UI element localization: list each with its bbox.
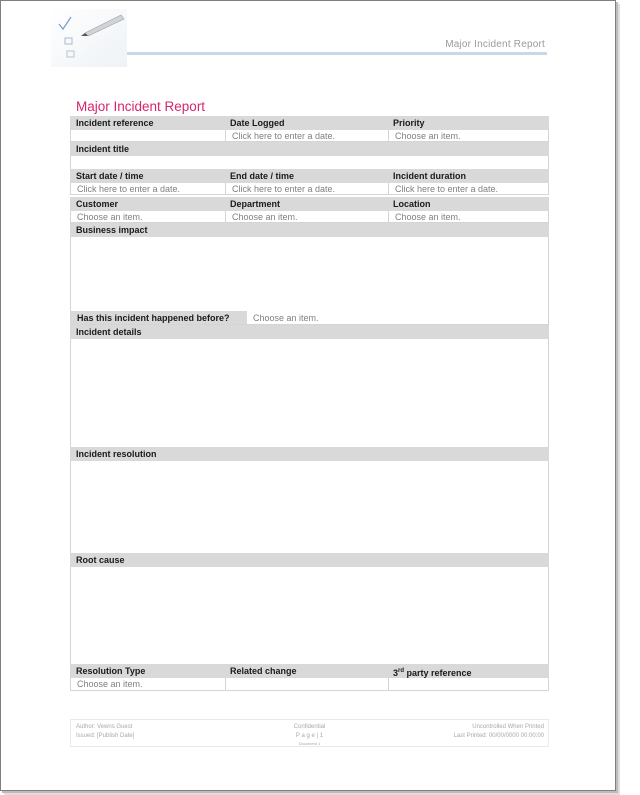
happened-before-label: Has this incident happened before?: [71, 311, 247, 324]
start-date-picker[interactable]: Click here to enter a date.: [77, 184, 181, 194]
label-row: [70, 142, 549, 156]
incident-reference-field[interactable]: [71, 130, 225, 141]
incident-resolution-label: Incident resolution: [76, 449, 157, 459]
incident-form: [70, 116, 549, 691]
department-dropdown[interactable]: Choose an item.: [225, 211, 388, 222]
priority-dropdown[interactable]: Choose an item.: [388, 130, 550, 141]
label-row: [70, 553, 549, 567]
date-logged-picker[interactable]: Click here to enter a date.: [225, 130, 388, 141]
label-row: [70, 169, 549, 183]
page-footer: [70, 719, 549, 747]
department-label: Department: [230, 199, 281, 209]
related-change-field[interactable]: [225, 678, 388, 690]
incident-title-field[interactable]: [70, 156, 549, 169]
footer-last-printed: Last Printed: 00/00/0000 00:00:00: [453, 732, 544, 739]
date-logged-label: Date Logged: [230, 118, 285, 128]
incident-details-label: Incident details: [76, 327, 142, 337]
customer-label: Customer: [76, 199, 119, 209]
footer-uncontrolled: Uncontrolled When Printed: [472, 724, 544, 730]
start-datetime-label: Start date / time: [76, 171, 144, 181]
input-row: [70, 211, 549, 223]
third-party-reference-field[interactable]: [388, 678, 550, 690]
label-row: [70, 325, 549, 339]
incident-title-label: Incident title: [76, 144, 130, 154]
root-cause-label: Root cause: [76, 555, 125, 565]
footer-issued: Issued: [Publish Date]: [76, 732, 135, 739]
happened-before-dropdown[interactable]: Choose an item.: [253, 313, 319, 323]
footer-page-number: P a g e | 1: [295, 732, 324, 739]
label-row: [70, 664, 549, 678]
input-row: [70, 678, 549, 691]
header-title: Major Incident Report: [445, 39, 545, 50]
incident-resolution-field[interactable]: [70, 461, 549, 553]
checklist-pen-icon: [51, 9, 127, 67]
incident-details-field[interactable]: [70, 339, 549, 447]
label-row: [70, 197, 549, 211]
label-row: [70, 447, 549, 461]
input-row: [70, 130, 549, 142]
footer-doc-ref: Document 1: [298, 741, 321, 746]
input-row: [70, 183, 549, 195]
happened-before-row: [70, 311, 549, 325]
business-impact-label: Business impact: [76, 225, 148, 235]
label-row: [70, 116, 549, 130]
end-datetime-label: End date / time: [230, 171, 295, 181]
document-title: Major Incident Report: [76, 99, 206, 114]
resolution-type-dropdown[interactable]: Choose an item.: [77, 679, 143, 689]
label-row: [70, 223, 549, 237]
end-date-picker[interactable]: Click here to enter a date.: [225, 183, 388, 194]
location-dropdown[interactable]: Choose an item.: [388, 211, 550, 222]
duration-date-picker[interactable]: Click here to enter a date.: [388, 183, 550, 194]
third-party-reference-label: 3rd party reference: [393, 668, 472, 678]
footer-right: [454, 723, 544, 740]
customer-dropdown[interactable]: Choose an item.: [77, 212, 143, 222]
related-change-label: Related change: [230, 666, 297, 676]
header-rule: [127, 52, 547, 55]
incident-reference-label: Incident reference: [76, 118, 154, 128]
resolution-type-label: Resolution Type: [76, 666, 146, 676]
footer-confidential: Confidential: [293, 724, 326, 730]
root-cause-field[interactable]: [70, 567, 549, 664]
footer-author: Author: Vewns Guest: [76, 724, 133, 730]
business-impact-field[interactable]: [70, 237, 549, 311]
location-label: Location: [393, 199, 431, 209]
incident-duration-label: Incident duration: [393, 171, 466, 181]
priority-label: Priority: [393, 118, 425, 128]
